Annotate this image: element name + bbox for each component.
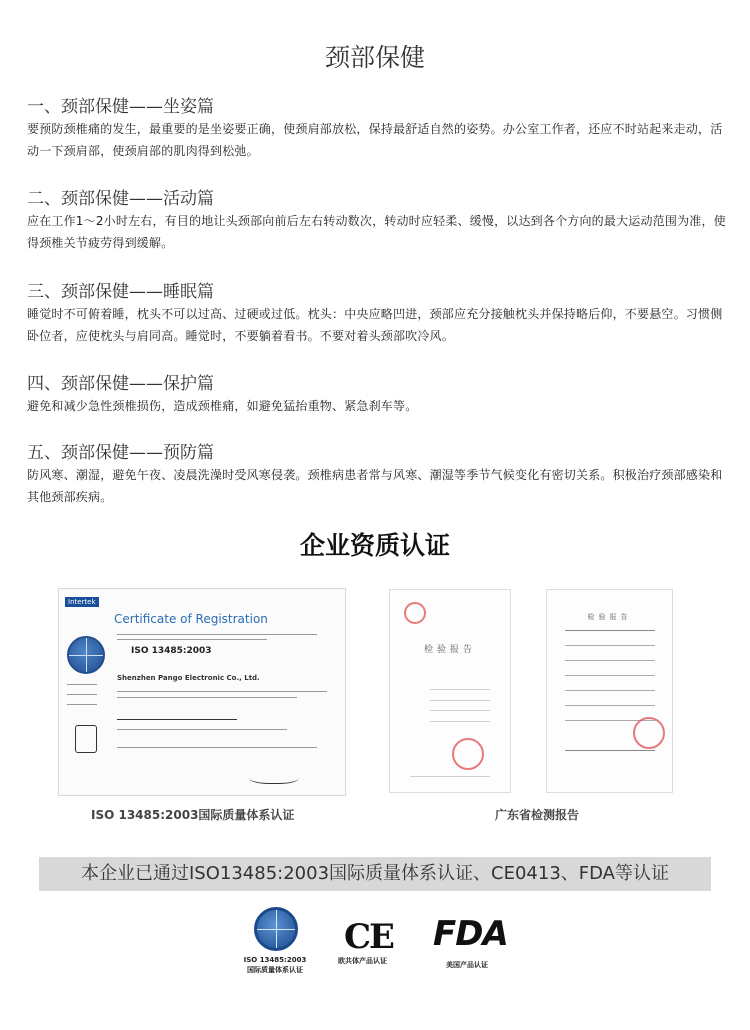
text-line (117, 634, 317, 635)
section-title: 一、颈部保健——坐姿篇 (27, 97, 214, 117)
section-title: 四、颈部保健——保护篇 (27, 374, 214, 394)
section-activity (27, 188, 727, 254)
text-line (117, 719, 237, 720)
text-line (430, 700, 490, 701)
table-line (565, 690, 655, 691)
seal-icon (404, 602, 426, 624)
section-text: 要预防颈椎痛的发生，最重要的是坐姿要正确，使颈肩部放松，保持最舒适自然的姿势。办公室工作者，还应不时站起来走动，活动一下颈肩部，使颈肩部的肌肉得到松弛。 (27, 122, 723, 158)
ce-logo-label: 欧共体产品认证 (338, 957, 387, 965)
iso-caption: ISO 13485:2003国际质量体系认证 (91, 808, 295, 822)
fda-logo-icon: FDA (433, 914, 508, 954)
iso-logo-text: 国际质量体系认证 (247, 966, 303, 974)
text-line (67, 684, 97, 685)
table-line (565, 705, 655, 706)
seal-icon (633, 717, 665, 749)
section-text: 睡觉时不可俯着睡，枕头不可以过高、过硬或过低。枕头：中央应略凹进，颈部应充分接触枕头并保持略后仰，不要悬空。习惯侧卧位者，应使枕头与肩同高。睡觉时，不要躺着看书。不要对着头颈部吹冷风。 (27, 307, 723, 343)
table-line (565, 630, 655, 631)
table-line (565, 645, 655, 646)
report-title: 检验报告 (423, 645, 476, 655)
section-protection (27, 373, 727, 417)
section-text: 防风寒、潮湿，避免午夜、凌晨洗澡时受风寒侵袭。颈椎病患者常与风寒、潮湿等季节气候变化有密切关系。积极治疗颈部感染和其他颈部疾病。 (27, 468, 723, 504)
report-caption: 广东省检测报告 (495, 808, 580, 822)
text-line (117, 697, 297, 698)
report-title: 检验报告 (587, 613, 632, 621)
text-line (117, 639, 267, 640)
table-line (565, 675, 655, 676)
text-line (410, 776, 490, 777)
iso-logo-standard: ISO 13485:2003 (243, 956, 307, 964)
text-line (117, 691, 327, 692)
text-line (117, 747, 317, 748)
text-line (67, 694, 97, 695)
seal-icon (452, 738, 484, 770)
iso-logo-label (242, 955, 308, 975)
inspection-report-cover (389, 589, 511, 793)
section-text: 应在工作1～2小时左右，有目的地让头颈部向前后左右转动数次，转动时应轻柔、缓慢，以达到各个方向的最大运动范围为准，使得颈椎关节疲劳得到缓解。 (27, 214, 726, 250)
fda-logo-label: 美国产品认证 (446, 961, 488, 969)
certification-banner: 本企业已通过ISO13485:2003国际质量体系认证、CE0413、FDA等认证 (39, 857, 711, 891)
table-line (565, 750, 655, 751)
ce-mark-icon: CE (344, 917, 393, 957)
certificate-title: Certificate of Registration (114, 612, 268, 626)
signature-icon (249, 769, 299, 784)
certificate-standard: ISO 13485:2003 (131, 646, 212, 656)
globe-icon (67, 636, 105, 674)
section-sitting (27, 96, 727, 162)
text-line (430, 721, 490, 722)
table-line (565, 660, 655, 661)
section-prevention (27, 442, 727, 508)
iso-globe-icon (254, 907, 298, 951)
certification-heading: 企业资质认证 (299, 531, 450, 560)
text-line (430, 710, 490, 711)
section-text: 避免和减少急性颈椎损伤，造成颈椎痛，如避免猛抬重物、紧急刹车等。 (27, 399, 418, 413)
ukas-icon (75, 725, 97, 753)
section-sleep (27, 281, 727, 347)
intertek-logo: Intertek (65, 597, 99, 607)
inspection-report-page (546, 589, 673, 793)
section-title: 二、颈部保健——活动篇 (27, 189, 214, 209)
page-title: 颈部保健 (324, 43, 425, 72)
section-title: 三、颈部保健——睡眠篇 (27, 282, 214, 302)
iso-certificate-image (58, 588, 346, 796)
section-title: 五、颈部保健——预防篇 (27, 443, 214, 463)
text-line (117, 729, 287, 730)
certificate-organization: Shenzhen Pango Electronic Co., Ltd. (117, 674, 260, 682)
text-line (430, 689, 490, 690)
text-line (67, 704, 97, 705)
